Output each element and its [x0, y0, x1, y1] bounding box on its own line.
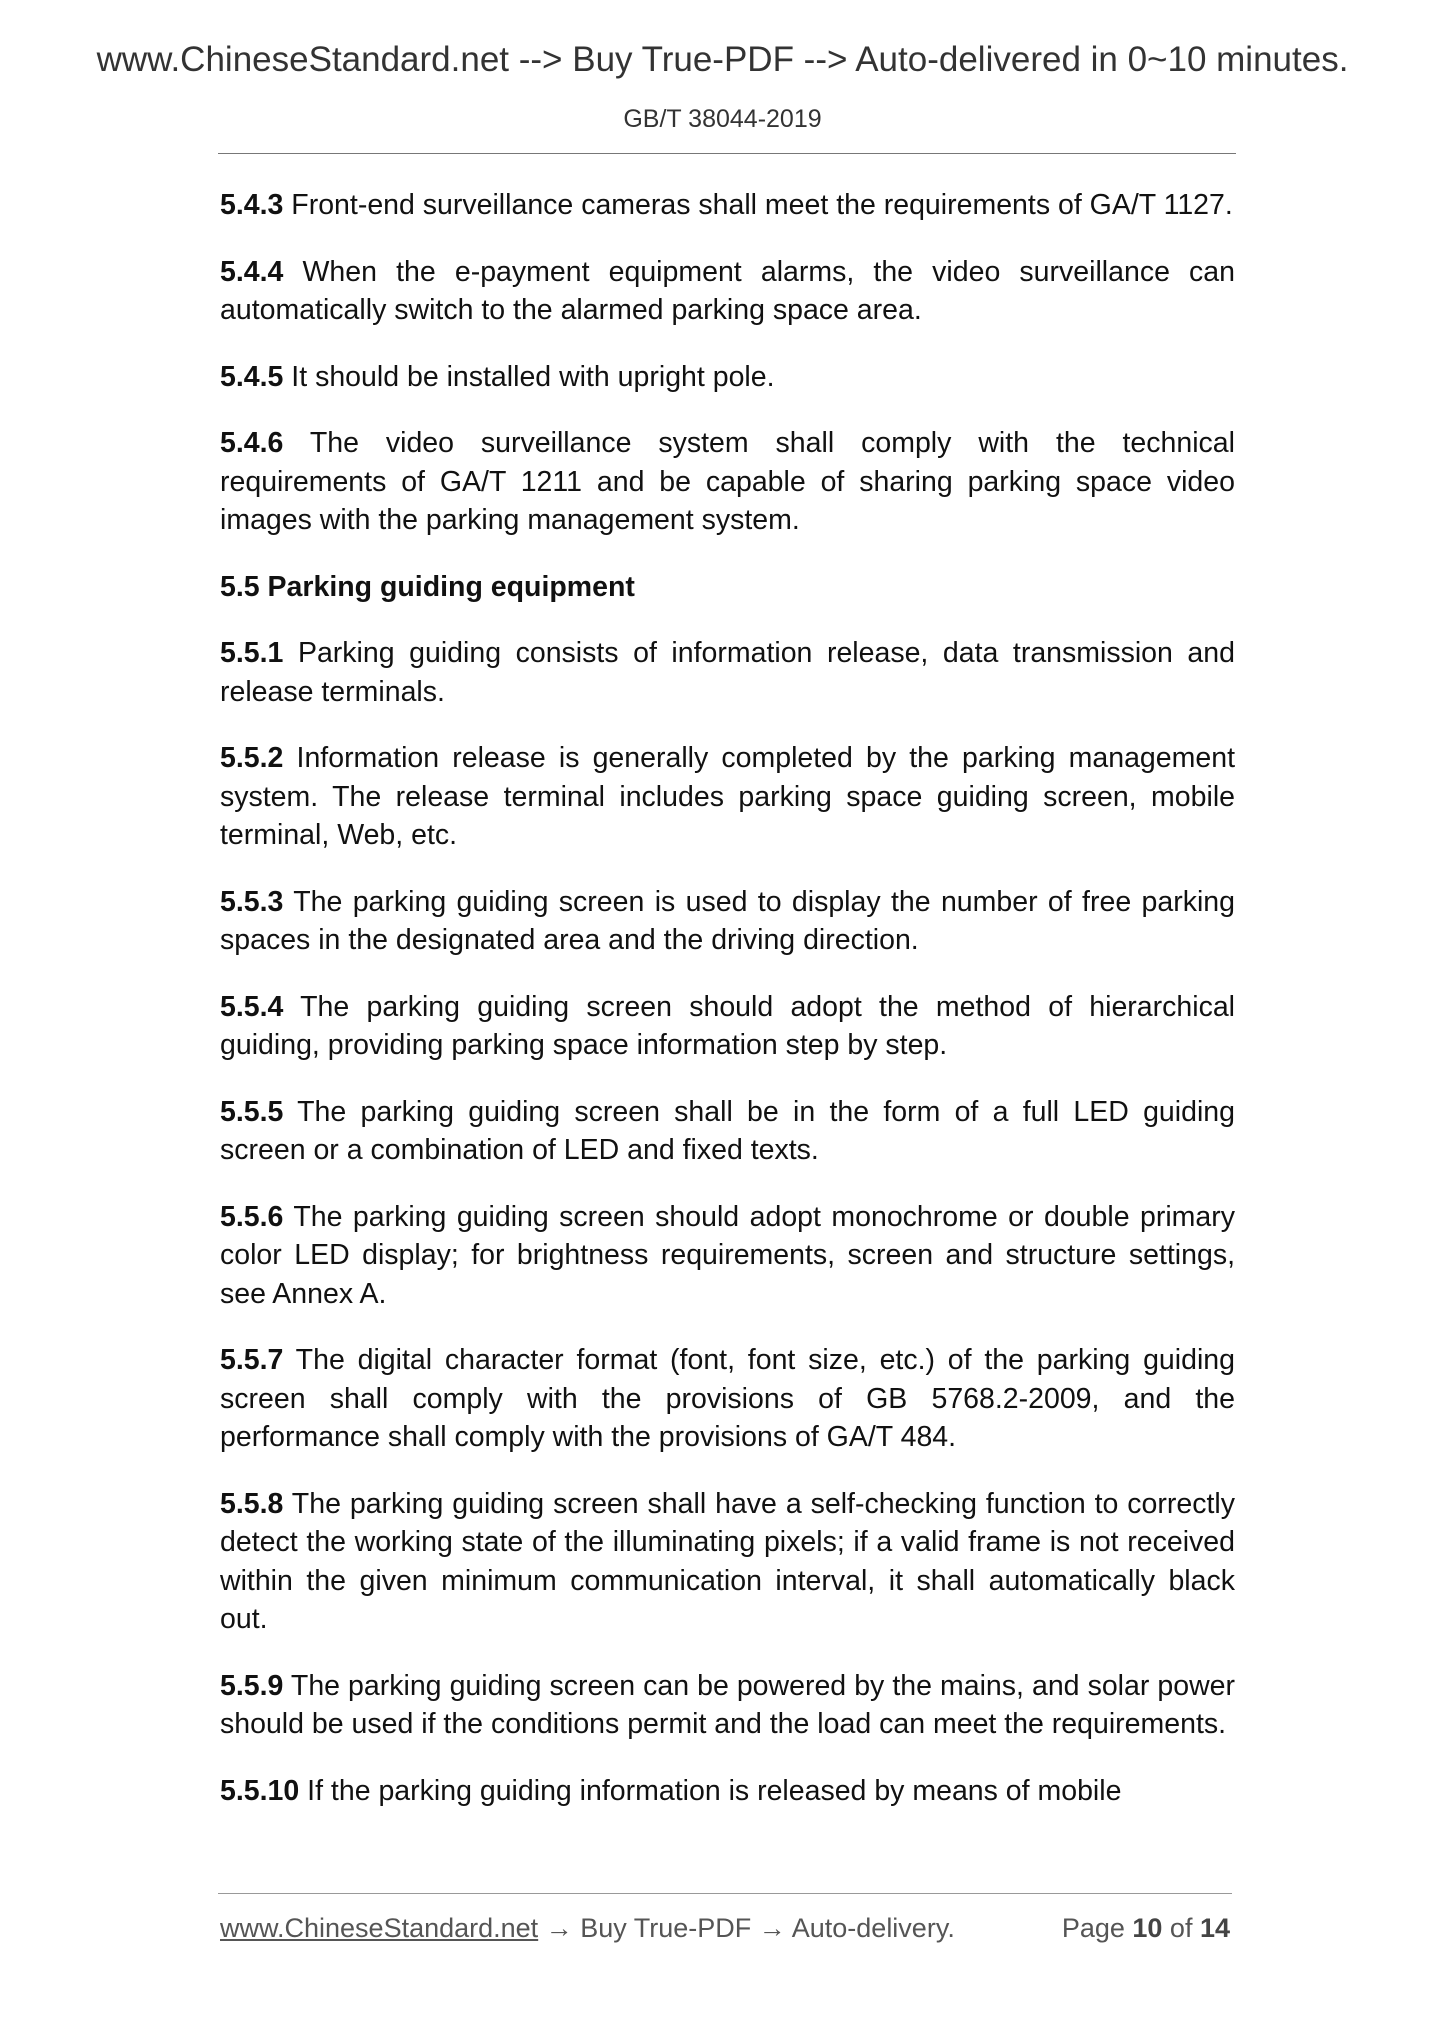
clause-5-4-3: [220, 186, 1235, 225]
document-body: [220, 186, 1235, 1838]
clause-number: 5.5.8: [220, 1487, 284, 1520]
clause-number: 5.5.5: [220, 1095, 284, 1128]
clause-5-5-9: [220, 1667, 1235, 1744]
clause-5-5-10: [220, 1772, 1235, 1811]
clause-number: 5.4.6: [220, 427, 284, 459]
page-footer: [220, 1913, 1230, 1944]
clause-text: The video surveillance system shall comply with the technical requirements of GA/T 1211 and be capable of sharing parking space video images with the parking management system.: [220, 427, 1235, 536]
clause-text: The parking guiding screen shall have a self-checking function to correctly detect the working state of the illuminating pixels; if a valid frame is not received within the given minimum communication interval, it shall automatically black out.: [220, 1487, 1235, 1635]
clause-5-5-6: [220, 1198, 1235, 1314]
source-banner: www.ChineseStandard.net --> Buy True-PDF --> Auto-delivered in 0~10 minutes.: [96, 40, 1349, 79]
clause-5-4-4: [220, 253, 1235, 330]
page-current: 10: [1132, 1913, 1163, 1943]
clause-5-5-4: [220, 988, 1235, 1065]
clause-5-5-2: [220, 739, 1235, 855]
page-total: 14: [1199, 1913, 1230, 1943]
footer-divider: [218, 1893, 1232, 1894]
clause-number: 5.5.7: [220, 1344, 284, 1376]
clause-text: It should be installed with upright pole.: [283, 360, 775, 393]
clause-5-5-8: [220, 1485, 1235, 1639]
clause-text: Front-end surveillance cameras shall meet the requirements of GA/T 1127.: [283, 189, 1233, 221]
clause-number: 5.4.3: [220, 189, 284, 221]
clause-5-5-7: [220, 1341, 1235, 1457]
clause-text: The digital character format (font, font size, etc.) of the parking guiding screen shall comply with the provisions of GB 5768.2-2009, and the performance shall comply with the provisions of GA/T 484.: [220, 1344, 1235, 1453]
clause-number: 5.4.4: [220, 255, 284, 288]
clause-5-4-5: [220, 358, 1235, 397]
clause-text: Information release is generally completed by the parking management system. The release terminal includes parking space guiding screen, mobile terminal, Web, etc.: [220, 742, 1235, 851]
footer-tagline: → Buy True-PDF → Auto-delivery.: [538, 1913, 955, 1943]
header-divider: [218, 153, 1236, 154]
clause-text: The parking guiding screen is used to display the number of free parking spaces in the designated area and the driving direction.: [220, 885, 1235, 956]
clause-number: 5.5.2: [220, 742, 284, 774]
clause-number: 5.5.10: [220, 1774, 300, 1807]
clause-number: 5.5.3: [220, 885, 284, 918]
clause-number: 5.4.5: [220, 360, 284, 393]
clause-text: When the e-payment equipment alarms, the video surveillance can automatically switch to the alarmed parking space area.: [220, 255, 1235, 326]
section-heading-5-5: 5.5 Parking guiding equipment: [220, 570, 635, 603]
page-indicator: [1062, 1913, 1230, 1944]
clause-text: Parking guiding consists of information release, data transmission and release terminals.: [220, 637, 1235, 708]
clause-5-5-5: [220, 1093, 1235, 1170]
clause-number: 5.5.9: [220, 1669, 284, 1702]
clause-text: The parking guiding screen shall be in the form of a full LED guiding screen or a combination of LED and fixed texts.: [220, 1095, 1235, 1166]
clause-text: If the parking guiding information is released by means of mobile: [299, 1774, 1122, 1807]
clause-5-5-3: [220, 883, 1235, 960]
document-code: GB/T 38044-2019: [623, 105, 822, 133]
page-of: of: [1162, 1913, 1200, 1943]
clause-number: 5.5.6: [220, 1200, 284, 1233]
clause-5-5-1: [220, 634, 1235, 711]
clause-number: 5.5.1: [220, 637, 284, 669]
clause-number: 5.5.4: [220, 990, 284, 1023]
clause-text: The parking guiding screen should adopt monochrome or double primary color LED display; for brightness requirements, screen and structure settings, see Annex A.: [220, 1200, 1235, 1310]
page-label: Page: [1061, 1913, 1133, 1943]
clause-5-4-6: [220, 424, 1235, 540]
clause-text: The parking guiding screen should adopt the method of hierarchical guiding, providing parking space information step by step.: [220, 990, 1235, 1061]
footer-site-link[interactable]: www.ChineseStandard.net: [220, 1913, 539, 1943]
clause-text: The parking guiding screen can be powered by the mains, and solar power should be used if the conditions permit and the load can meet the requirements.: [220, 1669, 1235, 1740]
